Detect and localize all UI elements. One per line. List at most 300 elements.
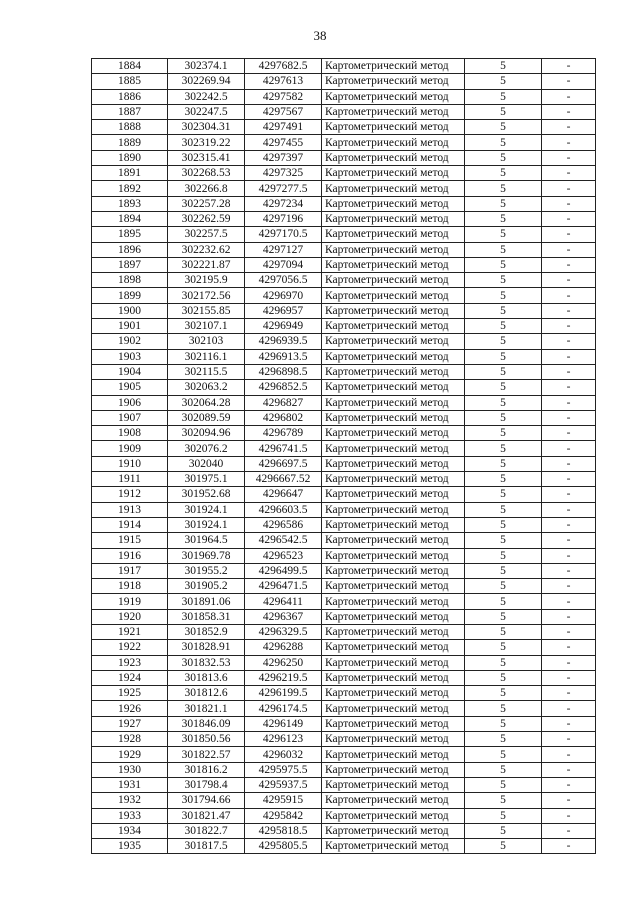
extra-cell: - xyxy=(542,150,596,165)
accuracy-cell: 5 xyxy=(465,655,542,670)
x-coordinate-cell: 301969.78 xyxy=(168,548,245,563)
y-coordinate-cell: 4297277.5 xyxy=(245,181,322,196)
accuracy-cell: 5 xyxy=(465,273,542,288)
table-row xyxy=(92,349,596,364)
table-row xyxy=(92,288,596,303)
y-coordinate-cell: 4297127 xyxy=(245,242,322,257)
page-number: 38 xyxy=(313,28,327,43)
x-coordinate-cell: 301816.2 xyxy=(168,762,245,777)
x-coordinate-cell: 301964.5 xyxy=(168,533,245,548)
x-coordinate-cell: 302247.5 xyxy=(168,104,245,119)
accuracy-cell: 5 xyxy=(465,74,542,89)
method-cell: Картометрический метод xyxy=(322,456,465,471)
table-row xyxy=(92,227,596,242)
extra-cell: - xyxy=(542,716,596,731)
x-coordinate-cell: 301821.1 xyxy=(168,701,245,716)
accuracy-cell: 5 xyxy=(465,135,542,150)
x-coordinate-cell: 301832.53 xyxy=(168,655,245,670)
y-coordinate-cell: 4296647 xyxy=(245,487,322,502)
y-coordinate-cell: 4296149 xyxy=(245,716,322,731)
table-row xyxy=(92,563,596,578)
accuracy-cell: 5 xyxy=(465,426,542,441)
method-cell: Картометрический метод xyxy=(322,364,465,379)
extra-cell: - xyxy=(542,441,596,456)
accuracy-cell: 5 xyxy=(465,334,542,349)
point-number-cell: 1893 xyxy=(92,196,168,211)
point-number-cell: 1905 xyxy=(92,380,168,395)
extra-cell: - xyxy=(542,762,596,777)
table-row xyxy=(92,777,596,792)
point-number-cell: 1927 xyxy=(92,716,168,731)
method-cell: Картометрический метод xyxy=(322,548,465,563)
y-coordinate-cell: 4295805.5 xyxy=(245,839,322,854)
x-coordinate-cell: 302116.1 xyxy=(168,349,245,364)
table-row xyxy=(92,472,596,487)
method-cell: Картометрический метод xyxy=(322,242,465,257)
extra-cell: - xyxy=(542,456,596,471)
method-cell: Картометрический метод xyxy=(322,89,465,104)
x-coordinate-cell: 302262.59 xyxy=(168,211,245,226)
table-body xyxy=(92,59,596,854)
y-coordinate-cell: 4295937.5 xyxy=(245,777,322,792)
extra-cell: - xyxy=(542,364,596,379)
point-number-cell: 1897 xyxy=(92,257,168,272)
x-coordinate-cell: 302040 xyxy=(168,456,245,471)
extra-cell: - xyxy=(542,227,596,242)
x-coordinate-cell: 302242.5 xyxy=(168,89,245,104)
y-coordinate-cell: 4296174.5 xyxy=(245,701,322,716)
table-row xyxy=(92,655,596,670)
extra-cell: - xyxy=(542,701,596,716)
table-row xyxy=(92,364,596,379)
table-row xyxy=(92,609,596,624)
method-cell: Картометрический метод xyxy=(322,441,465,456)
point-number-cell: 1922 xyxy=(92,640,168,655)
method-cell: Картометрический метод xyxy=(322,624,465,639)
y-coordinate-cell: 4296411 xyxy=(245,594,322,609)
point-number-cell: 1913 xyxy=(92,502,168,517)
y-coordinate-cell: 4297567 xyxy=(245,104,322,119)
extra-cell: - xyxy=(542,334,596,349)
point-number-cell: 1916 xyxy=(92,548,168,563)
accuracy-cell: 5 xyxy=(465,563,542,578)
table-row xyxy=(92,823,596,838)
accuracy-cell: 5 xyxy=(465,59,542,74)
extra-cell: - xyxy=(542,135,596,150)
extra-cell: - xyxy=(542,120,596,135)
x-coordinate-cell: 301955.2 xyxy=(168,563,245,578)
y-coordinate-cell: 4296586 xyxy=(245,517,322,532)
point-number-cell: 1901 xyxy=(92,319,168,334)
y-coordinate-cell: 4297682.5 xyxy=(245,59,322,74)
x-coordinate-cell: 301924.1 xyxy=(168,517,245,532)
point-number-cell: 1888 xyxy=(92,120,168,135)
x-coordinate-cell: 302094.96 xyxy=(168,426,245,441)
method-cell: Картометрический метод xyxy=(322,273,465,288)
accuracy-cell: 5 xyxy=(465,686,542,701)
extra-cell: - xyxy=(542,609,596,624)
table-row xyxy=(92,150,596,165)
accuracy-cell: 5 xyxy=(465,762,542,777)
point-number-cell: 1914 xyxy=(92,517,168,532)
method-cell: Картометрический метод xyxy=(322,211,465,226)
point-number-cell: 1921 xyxy=(92,624,168,639)
extra-cell: - xyxy=(542,426,596,441)
extra-cell: - xyxy=(542,380,596,395)
method-cell: Картометрический метод xyxy=(322,319,465,334)
method-cell: Картометрический метод xyxy=(322,349,465,364)
table-row xyxy=(92,395,596,410)
y-coordinate-cell: 4297582 xyxy=(245,89,322,104)
table-row xyxy=(92,579,596,594)
y-coordinate-cell: 4296603.5 xyxy=(245,502,322,517)
point-number-cell: 1912 xyxy=(92,487,168,502)
y-coordinate-cell: 4297325 xyxy=(245,166,322,181)
y-coordinate-cell: 4296949 xyxy=(245,319,322,334)
table-row xyxy=(92,196,596,211)
accuracy-cell: 5 xyxy=(465,747,542,762)
accuracy-cell: 5 xyxy=(465,823,542,838)
point-number-cell: 1885 xyxy=(92,74,168,89)
accuracy-cell: 5 xyxy=(465,579,542,594)
table-row xyxy=(92,89,596,104)
method-cell: Картометрический метод xyxy=(322,517,465,532)
method-cell: Картометрический метод xyxy=(322,395,465,410)
y-coordinate-cell: 4296789 xyxy=(245,426,322,441)
x-coordinate-cell: 302115.5 xyxy=(168,364,245,379)
table-row xyxy=(92,793,596,808)
point-number-cell: 1911 xyxy=(92,472,168,487)
method-cell: Картометрический метод xyxy=(322,426,465,441)
table-row xyxy=(92,762,596,777)
table-row xyxy=(92,716,596,731)
extra-cell: - xyxy=(542,257,596,272)
extra-cell: - xyxy=(542,777,596,792)
y-coordinate-cell: 4296827 xyxy=(245,395,322,410)
x-coordinate-cell: 302304.31 xyxy=(168,120,245,135)
x-coordinate-cell: 301846.09 xyxy=(168,716,245,731)
method-cell: Картометрический метод xyxy=(322,487,465,502)
x-coordinate-cell: 302232.62 xyxy=(168,242,245,257)
x-coordinate-cell: 302064.28 xyxy=(168,395,245,410)
method-cell: Картометрический метод xyxy=(322,120,465,135)
method-cell: Картометрический метод xyxy=(322,839,465,854)
table-row xyxy=(92,257,596,272)
x-coordinate-cell: 301858.31 xyxy=(168,609,245,624)
y-coordinate-cell: 4296219.5 xyxy=(245,670,322,685)
x-coordinate-cell: 302268.53 xyxy=(168,166,245,181)
accuracy-cell: 5 xyxy=(465,410,542,425)
point-number-cell: 1933 xyxy=(92,808,168,823)
extra-cell: - xyxy=(542,502,596,517)
method-cell: Картометрический метод xyxy=(322,609,465,624)
accuracy-cell: 5 xyxy=(465,364,542,379)
accuracy-cell: 5 xyxy=(465,395,542,410)
extra-cell: - xyxy=(542,686,596,701)
extra-cell: - xyxy=(542,59,596,74)
extra-cell: - xyxy=(542,74,596,89)
table-row xyxy=(92,410,596,425)
x-coordinate-cell: 302195.9 xyxy=(168,273,245,288)
accuracy-cell: 5 xyxy=(465,777,542,792)
point-number-cell: 1903 xyxy=(92,349,168,364)
table-row xyxy=(92,594,596,609)
extra-cell: - xyxy=(542,548,596,563)
accuracy-cell: 5 xyxy=(465,349,542,364)
method-cell: Картометрический метод xyxy=(322,701,465,716)
extra-cell: - xyxy=(542,410,596,425)
method-cell: Картометрический метод xyxy=(322,135,465,150)
y-coordinate-cell: 4296499.5 xyxy=(245,563,322,578)
point-number-cell: 1915 xyxy=(92,533,168,548)
method-cell: Картометрический метод xyxy=(322,579,465,594)
y-coordinate-cell: 4296288 xyxy=(245,640,322,655)
y-coordinate-cell: 4296741.5 xyxy=(245,441,322,456)
table-row xyxy=(92,135,596,150)
point-number-cell: 1902 xyxy=(92,334,168,349)
y-coordinate-cell: 4296523 xyxy=(245,548,322,563)
extra-cell: - xyxy=(542,288,596,303)
point-number-cell: 1918 xyxy=(92,579,168,594)
point-number-cell: 1920 xyxy=(92,609,168,624)
x-coordinate-cell: 301975.1 xyxy=(168,472,245,487)
extra-cell: - xyxy=(542,349,596,364)
y-coordinate-cell: 4296032 xyxy=(245,747,322,762)
method-cell: Картометрический метод xyxy=(322,410,465,425)
table-row xyxy=(92,319,596,334)
method-cell: Картометрический метод xyxy=(322,823,465,838)
accuracy-cell: 5 xyxy=(465,533,542,548)
table-row xyxy=(92,426,596,441)
method-cell: Картометрический метод xyxy=(322,104,465,119)
x-coordinate-cell: 301822.7 xyxy=(168,823,245,838)
table-row xyxy=(92,517,596,532)
method-cell: Картометрический метод xyxy=(322,793,465,808)
table-row xyxy=(92,624,596,639)
accuracy-cell: 5 xyxy=(465,150,542,165)
x-coordinate-cell: 302076.2 xyxy=(168,441,245,456)
extra-cell: - xyxy=(542,808,596,823)
extra-cell: - xyxy=(542,196,596,211)
accuracy-cell: 5 xyxy=(465,670,542,685)
point-number-cell: 1919 xyxy=(92,594,168,609)
y-coordinate-cell: 4295975.5 xyxy=(245,762,322,777)
y-coordinate-cell: 4296852.5 xyxy=(245,380,322,395)
y-coordinate-cell: 4295818.5 xyxy=(245,823,322,838)
x-coordinate-cell: 302257.5 xyxy=(168,227,245,242)
table-row xyxy=(92,686,596,701)
point-number-cell: 1890 xyxy=(92,150,168,165)
point-number-cell: 1889 xyxy=(92,135,168,150)
point-number-cell: 1896 xyxy=(92,242,168,257)
method-cell: Картометрический метод xyxy=(322,777,465,792)
table-row xyxy=(92,533,596,548)
accuracy-cell: 5 xyxy=(465,716,542,731)
extra-cell: - xyxy=(542,747,596,762)
extra-cell: - xyxy=(542,242,596,257)
extra-cell: - xyxy=(542,211,596,226)
point-number-cell: 1925 xyxy=(92,686,168,701)
x-coordinate-cell: 301798.4 xyxy=(168,777,245,792)
point-number-cell: 1931 xyxy=(92,777,168,792)
y-coordinate-cell: 4297234 xyxy=(245,196,322,211)
point-number-cell: 1923 xyxy=(92,655,168,670)
table-row xyxy=(92,640,596,655)
accuracy-cell: 5 xyxy=(465,288,542,303)
accuracy-cell: 5 xyxy=(465,701,542,716)
x-coordinate-cell: 302063.2 xyxy=(168,380,245,395)
accuracy-cell: 5 xyxy=(465,808,542,823)
extra-cell: - xyxy=(542,563,596,578)
method-cell: Картометрический метод xyxy=(322,716,465,731)
table-row xyxy=(92,548,596,563)
extra-cell: - xyxy=(542,181,596,196)
extra-cell: - xyxy=(542,594,596,609)
table-row xyxy=(92,732,596,747)
table-row xyxy=(92,120,596,135)
extra-cell: - xyxy=(542,533,596,548)
extra-cell: - xyxy=(542,732,596,747)
accuracy-cell: 5 xyxy=(465,472,542,487)
x-coordinate-cell: 302319.22 xyxy=(168,135,245,150)
extra-cell: - xyxy=(542,579,596,594)
accuracy-cell: 5 xyxy=(465,487,542,502)
accuracy-cell: 5 xyxy=(465,793,542,808)
accuracy-cell: 5 xyxy=(465,303,542,318)
y-coordinate-cell: 4295842 xyxy=(245,808,322,823)
method-cell: Картометрический метод xyxy=(322,380,465,395)
table-row xyxy=(92,747,596,762)
point-number-cell: 1887 xyxy=(92,104,168,119)
x-coordinate-cell: 302269.94 xyxy=(168,74,245,89)
y-coordinate-cell: 4296957 xyxy=(245,303,322,318)
accuracy-cell: 5 xyxy=(465,196,542,211)
y-coordinate-cell: 4296542.5 xyxy=(245,533,322,548)
x-coordinate-cell: 302257.28 xyxy=(168,196,245,211)
method-cell: Картометрический метод xyxy=(322,150,465,165)
accuracy-cell: 5 xyxy=(465,502,542,517)
extra-cell: - xyxy=(542,319,596,334)
x-coordinate-cell: 301821.47 xyxy=(168,808,245,823)
accuracy-cell: 5 xyxy=(465,594,542,609)
point-number-cell: 1904 xyxy=(92,364,168,379)
point-number-cell: 1895 xyxy=(92,227,168,242)
table-row xyxy=(92,441,596,456)
point-number-cell: 1909 xyxy=(92,441,168,456)
point-number-cell: 1906 xyxy=(92,395,168,410)
accuracy-cell: 5 xyxy=(465,609,542,624)
point-number-cell: 1884 xyxy=(92,59,168,74)
y-coordinate-cell: 4297094 xyxy=(245,257,322,272)
table-row xyxy=(92,273,596,288)
table-row xyxy=(92,487,596,502)
method-cell: Картометрический метод xyxy=(322,74,465,89)
method-cell: Картометрический метод xyxy=(322,334,465,349)
x-coordinate-cell: 301924.1 xyxy=(168,502,245,517)
y-coordinate-cell: 4297613 xyxy=(245,74,322,89)
point-number-cell: 1910 xyxy=(92,456,168,471)
method-cell: Картометрический метод xyxy=(322,196,465,211)
x-coordinate-cell: 302107.1 xyxy=(168,319,245,334)
accuracy-cell: 5 xyxy=(465,211,542,226)
point-number-cell: 1932 xyxy=(92,793,168,808)
method-cell: Картометрический метод xyxy=(322,257,465,272)
accuracy-cell: 5 xyxy=(465,839,542,854)
x-coordinate-cell: 301813.6 xyxy=(168,670,245,685)
x-coordinate-cell: 301828.91 xyxy=(168,640,245,655)
x-coordinate-cell: 302089.59 xyxy=(168,410,245,425)
y-coordinate-cell: 4297170.5 xyxy=(245,227,322,242)
y-coordinate-cell: 4295915 xyxy=(245,793,322,808)
table-row xyxy=(92,670,596,685)
extra-cell: - xyxy=(542,89,596,104)
y-coordinate-cell: 4296123 xyxy=(245,732,322,747)
point-number-cell: 1926 xyxy=(92,701,168,716)
accuracy-cell: 5 xyxy=(465,517,542,532)
accuracy-cell: 5 xyxy=(465,732,542,747)
y-coordinate-cell: 4297491 xyxy=(245,120,322,135)
x-coordinate-cell: 302221.87 xyxy=(168,257,245,272)
point-number-cell: 1928 xyxy=(92,732,168,747)
y-coordinate-cell: 4296329.5 xyxy=(245,624,322,639)
extra-cell: - xyxy=(542,395,596,410)
extra-cell: - xyxy=(542,273,596,288)
table-row xyxy=(92,839,596,854)
method-cell: Картометрический метод xyxy=(322,533,465,548)
accuracy-cell: 5 xyxy=(465,104,542,119)
y-coordinate-cell: 4296250 xyxy=(245,655,322,670)
x-coordinate-cell: 301852.9 xyxy=(168,624,245,639)
y-coordinate-cell: 4296697.5 xyxy=(245,456,322,471)
point-number-cell: 1886 xyxy=(92,89,168,104)
extra-cell: - xyxy=(542,640,596,655)
point-number-cell: 1908 xyxy=(92,426,168,441)
x-coordinate-cell: 302103 xyxy=(168,334,245,349)
method-cell: Картометрический метод xyxy=(322,181,465,196)
table-row xyxy=(92,303,596,318)
x-coordinate-cell: 302172.56 xyxy=(168,288,245,303)
x-coordinate-cell: 301822.57 xyxy=(168,747,245,762)
table-row xyxy=(92,74,596,89)
extra-cell: - xyxy=(542,517,596,532)
table-row xyxy=(92,334,596,349)
point-number-cell: 1899 xyxy=(92,288,168,303)
y-coordinate-cell: 4296970 xyxy=(245,288,322,303)
y-coordinate-cell: 4296802 xyxy=(245,410,322,425)
method-cell: Картометрический метод xyxy=(322,303,465,318)
y-coordinate-cell: 4296199.5 xyxy=(245,686,322,701)
accuracy-cell: 5 xyxy=(465,548,542,563)
x-coordinate-cell: 302155.85 xyxy=(168,303,245,318)
accuracy-cell: 5 xyxy=(465,624,542,639)
x-coordinate-cell: 301817.5 xyxy=(168,839,245,854)
method-cell: Картометрический метод xyxy=(322,747,465,762)
accuracy-cell: 5 xyxy=(465,227,542,242)
accuracy-cell: 5 xyxy=(465,166,542,181)
point-number-cell: 1900 xyxy=(92,303,168,318)
point-number-cell: 1898 xyxy=(92,273,168,288)
point-number-cell: 1929 xyxy=(92,747,168,762)
table-row xyxy=(92,380,596,395)
y-coordinate-cell: 4297397 xyxy=(245,150,322,165)
accuracy-cell: 5 xyxy=(465,257,542,272)
x-coordinate-cell: 302266.8 xyxy=(168,181,245,196)
x-coordinate-cell: 301905.2 xyxy=(168,579,245,594)
x-coordinate-cell: 301812.6 xyxy=(168,686,245,701)
accuracy-cell: 5 xyxy=(465,89,542,104)
table-row xyxy=(92,211,596,226)
point-number-cell: 1891 xyxy=(92,166,168,181)
